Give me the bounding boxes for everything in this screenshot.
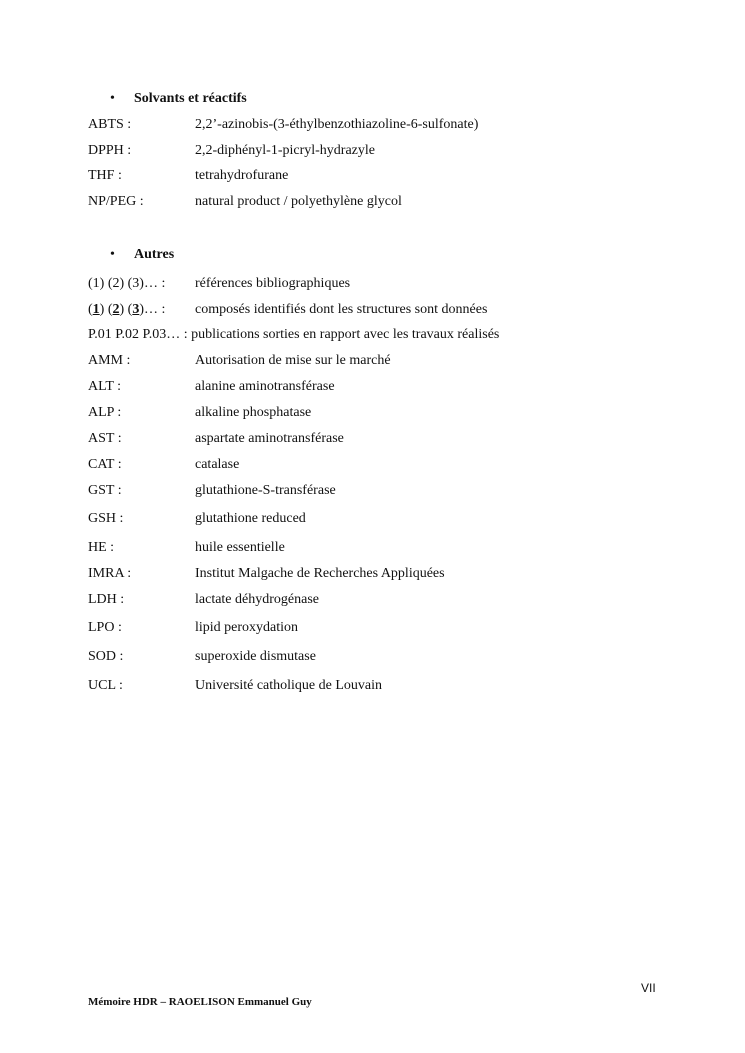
glossary-row <box>88 483 668 499</box>
glossary-term: THF : <box>88 168 122 183</box>
glossary-row <box>88 379 668 395</box>
glossary-definition: tetrahydrofurane <box>195 168 289 183</box>
glossary-row <box>88 168 668 184</box>
section-heading-solvants <box>110 91 247 107</box>
glossary-definition: glutathione-S-transférase <box>195 483 336 498</box>
glossary-term: (1) (2) (3)… : <box>88 302 166 317</box>
glossary-term: GST : <box>88 483 122 498</box>
glossary-term: ALP : <box>88 405 122 420</box>
glossary-definition: aspartate aminotransférase <box>195 431 344 446</box>
glossary-row <box>88 620 668 636</box>
glossary-term: LDH : <box>88 592 125 607</box>
glossary-row <box>88 540 668 556</box>
glossary-term: ABTS : <box>88 117 132 132</box>
glossary-row <box>88 678 668 694</box>
glossary-term: GSH : <box>88 511 124 526</box>
glossary-definition: 2,2-diphényl-1-picryl-hydrazyle <box>195 143 375 158</box>
glossary-term: CAT : <box>88 457 122 472</box>
glossary-row-publications <box>88 327 668 343</box>
glossary-row <box>88 143 668 159</box>
glossary-definition: Institut Malgache de Recherches Appliquées <box>195 566 445 581</box>
glossary-term: SOD : <box>88 649 124 664</box>
glossary-definition: composés identifiés dont les structures sont données <box>195 302 488 317</box>
footer-text: Mémoire HDR – RAOELISON Emmanuel Guy <box>88 996 312 1008</box>
glossary-row <box>88 566 668 582</box>
glossary-term: ALT : <box>88 379 122 394</box>
glossary-term: UCL : <box>88 678 123 693</box>
glossary-row-references <box>88 276 668 292</box>
glossary-term: IMRA : <box>88 566 132 581</box>
compound-number: 2 <box>112 302 120 317</box>
glossary-row <box>88 117 668 133</box>
glossary-term: LPO : <box>88 620 122 635</box>
section-heading-label: Autres <box>134 247 175 262</box>
compound-number: 1 <box>92 302 100 317</box>
glossary-definition: alkaline phosphatase <box>195 405 312 420</box>
page-number: VII <box>641 981 656 995</box>
glossary-definition: lipid peroxydation <box>195 620 299 635</box>
compound-number: 3 <box>132 302 140 317</box>
glossary-definition: catalase <box>195 457 240 472</box>
glossary-definition: alanine aminotransférase <box>195 379 335 394</box>
glossary-row <box>88 405 668 421</box>
glossary-term: AST : <box>88 431 122 446</box>
bullet-icon: • <box>110 91 115 106</box>
section-heading-label: Solvants et réactifs <box>134 91 247 106</box>
glossary-term: (1) (2) (3)… : <box>88 276 166 291</box>
glossary-row <box>88 431 668 447</box>
section-heading-autres <box>110 247 174 263</box>
glossary-term: NP/PEG : <box>88 194 144 209</box>
glossary-term: DPPH : <box>88 143 132 158</box>
glossary-definition: glutathione reduced <box>195 511 306 526</box>
glossary-definition: huile essentielle <box>195 540 285 555</box>
glossary-definition: 2,2’-azinobis-(3-éthylbenzothiazoline-6-sulfonate) <box>195 117 479 132</box>
publications-line: P.01 P.02 P.03… : publications sorties en rapport avec les travaux réalisés <box>88 327 500 342</box>
bullet-icon: • <box>110 247 115 262</box>
glossary-definition: Université catholique de Louvain <box>195 678 382 693</box>
glossary-row <box>88 353 668 369</box>
glossary-row <box>88 592 668 608</box>
glossary-row <box>88 457 668 473</box>
glossary-definition: natural product / polyethylène glycol <box>195 194 402 209</box>
glossary-row <box>88 511 668 527</box>
glossary-row-compounds <box>88 302 668 318</box>
glossary-definition: superoxide dismutase <box>195 649 316 664</box>
glossary-row <box>88 194 668 210</box>
glossary-definition: références bibliographiques <box>195 276 351 291</box>
glossary-definition: Autorisation de mise sur le marché <box>195 353 391 368</box>
glossary-definition: lactate déhydrogénase <box>195 592 319 607</box>
glossary-term: AMM : <box>88 353 131 368</box>
glossary-row <box>88 649 668 665</box>
glossary-term: HE : <box>88 540 115 555</box>
